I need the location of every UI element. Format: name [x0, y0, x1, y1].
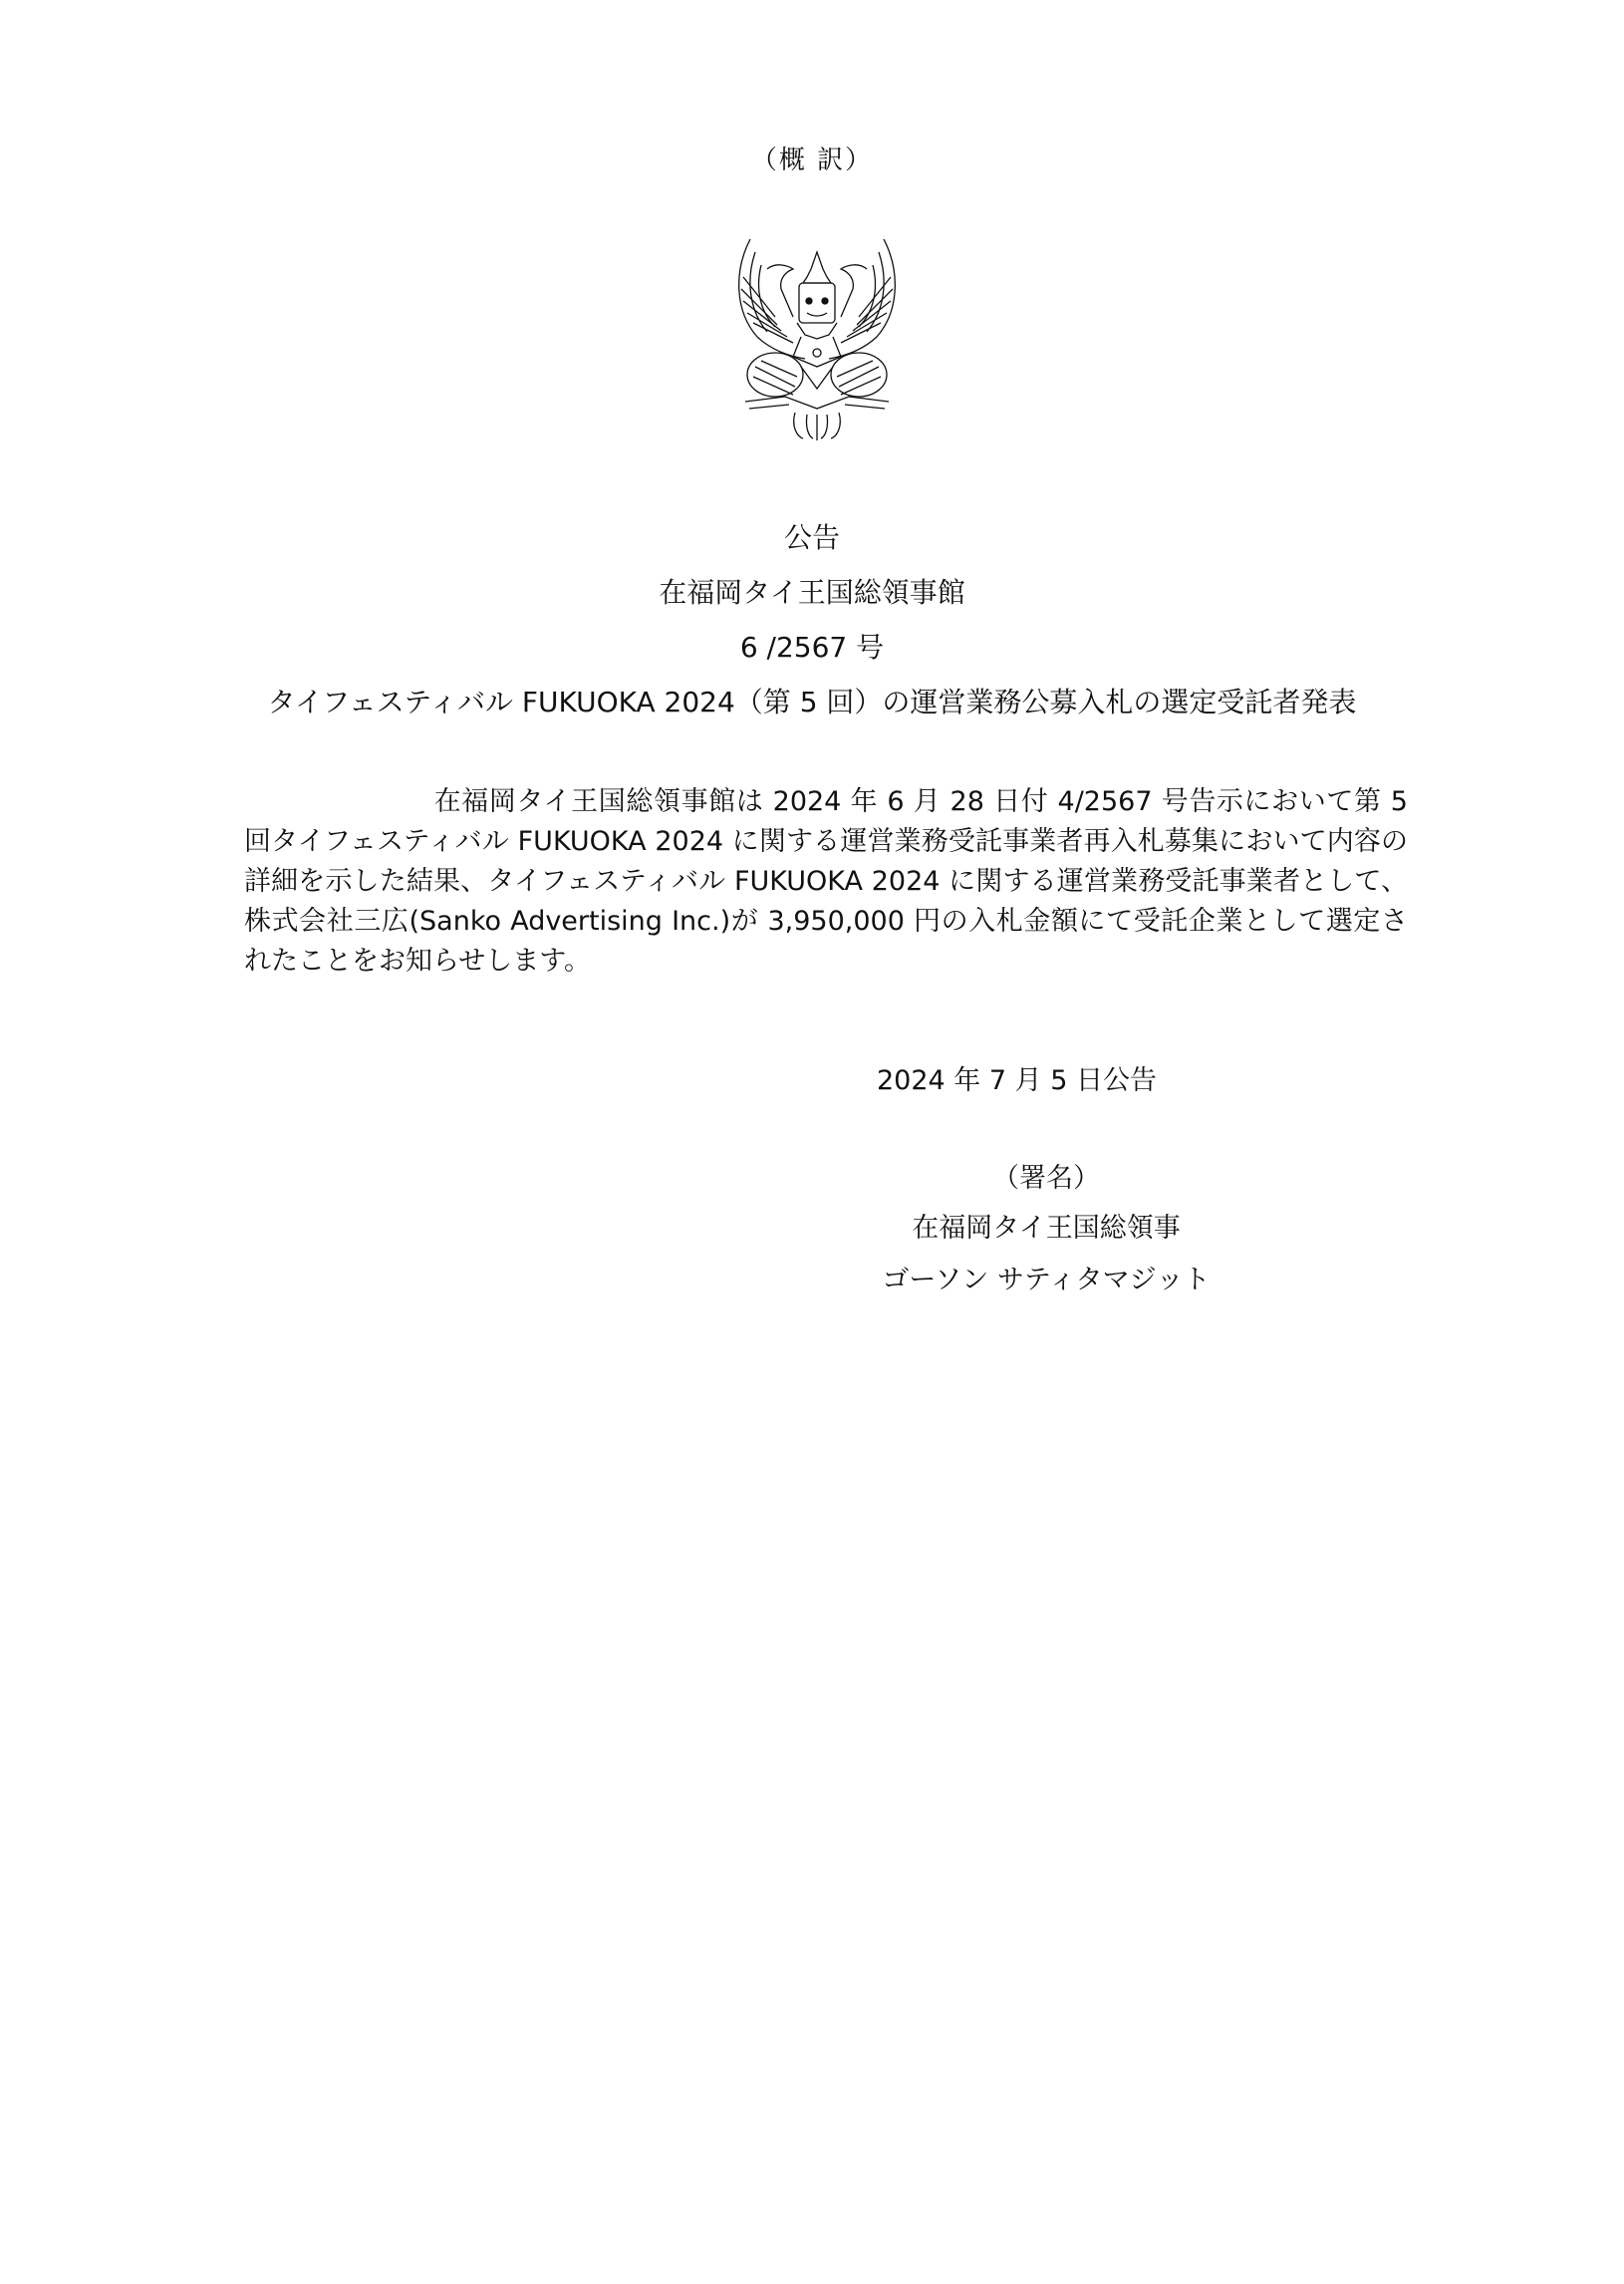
signature-label: （署名）: [992, 1163, 1100, 1194]
translation-gloss-label: （概 訳）: [750, 145, 874, 175]
heading-subject: タイフェスティバル FUKUOKA 2024（第 5 回）の運営業務公募入札の選定受託者発表: [267, 686, 1357, 718]
signatory-name: ゴーソン サティタマジット: [882, 1265, 1211, 1295]
body-paragraph: [244, 782, 1408, 982]
heading-number: 6 /2567 号: [739, 631, 885, 664]
signatory-title: 在福岡タイ王国総領事: [912, 1213, 1181, 1244]
heading-consulate: 在福岡タイ王国総領事館: [659, 576, 965, 609]
garuda-emblem-icon: [705, 217, 929, 441]
heading-announcement: 公告: [783, 521, 840, 554]
announcement-date: 2024 年 7 月 5 日公告: [877, 1065, 1157, 1096]
body-text: 在福岡タイ王国総領事館は 2024 年 6 月 28 日付 4/2567 号告示において第 5 回タイフェスティバル FUKUOKA 2024 に関する運営業務受託事業者再入札募集において内容の詳細を示した結果、タイフェスティバル FUKUOKA 2024 に関する運営業務受託事業者として、株式会社三広(Sanko Advertising Inc.)が 3,950,000 円の入札金額にて受託企業として選定されたことをお知らせします。: [244, 786, 1408, 977]
